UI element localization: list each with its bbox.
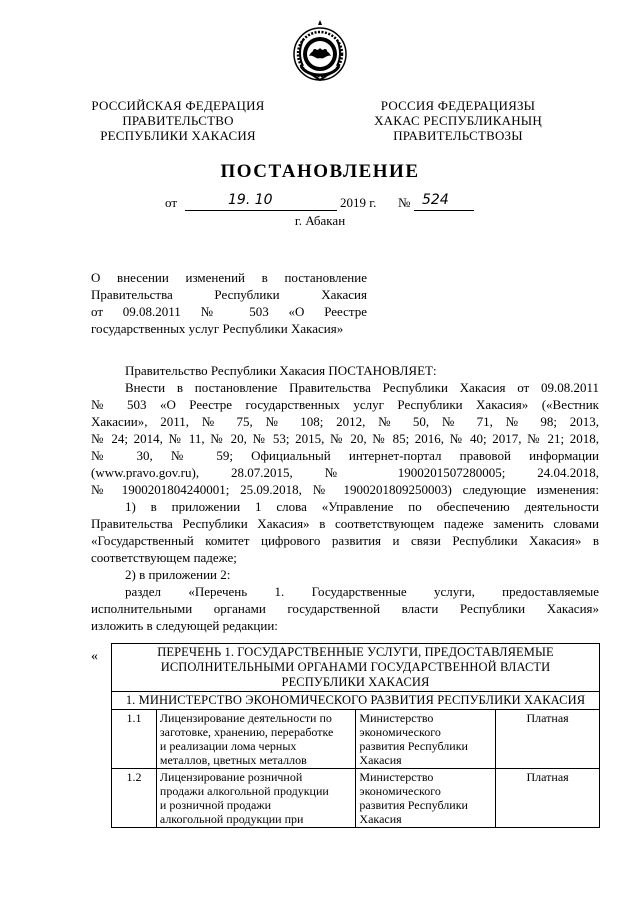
table-heading-line: РЕСПУБЛИКИ ХАКАСИЯ [281,675,430,689]
date-underline [185,210,337,211]
service-line: Лицензирование розничной [159,770,303,784]
agency-line: развития Республики [359,798,468,812]
subject-block [91,269,367,337]
body-line: № 503 «О Реестре государственных услуг Республики Хакасия» («Вестник [91,397,599,412]
service-line: продажи алкогольной продукции [159,784,329,798]
table-heading-row [112,644,600,692]
body-line: № 1900201804240001; 25.09.2018, № 1900201809250003) следующие изменения: [91,482,599,497]
service-line: алкогольной продукции при [159,812,304,826]
body-line: Хакасии», 2011, № 75, № 108; 2012, № 50, № 71, № 98; 2013, [91,414,599,429]
agency-line: Министерство [359,711,434,725]
agency-line: Хакасия [359,812,402,826]
number-sign: № [398,195,411,210]
agency-line: Министерство [359,770,434,784]
row-fee: Платная [496,769,600,828]
body-text [91,362,599,634]
body-line: (www.pravo.gov.ru), 28.07.2015, № 1900201507280005; 24.04.2018, [91,465,599,480]
body-line: Внести в постановление Правительства Республики Хакасия от 09.08.2011 [125,380,599,395]
header-left-line: ПРАВИТЕЛЬСТВО [122,113,234,128]
row-number: 1.2 [112,769,157,828]
subject-line: О внесении изменений в постановление [91,270,367,285]
body-line: соответствующем падеже; [91,550,237,565]
header-right [358,98,558,143]
date-prefix: от [165,195,178,210]
open-quote: « [91,649,98,664]
document-title: ПОСТАНОВЛЕНИЕ [220,161,420,182]
header-left-line: РЕСПУБЛИКИ ХАКАСИЯ [100,128,256,143]
row-service [156,769,356,828]
table-row [112,769,600,828]
body-line: Правительства Республики Хакасия» в соответствующем падеже заменить словами [91,516,599,531]
row-agency [356,769,496,828]
agency-line: экономического [359,725,441,739]
body-line: исполнительными органами государственной власти Республики Хакасия» [91,601,599,616]
services-table [111,643,600,828]
subject-line: Правительства Республики Хакасия [91,287,367,302]
header-left-line: РОССИЙСКАЯ ФЕДЕРАЦИЯ [91,98,265,113]
city: г. Абакан [294,213,346,228]
table-heading-line: ПЕРЕЧЕНЬ 1. ГОСУДАРСТВЕННЫЕ УСЛУГИ, ПРЕДОСТАВЛЯЕМЫЕ [157,645,554,659]
row-number: 1.1 [112,710,157,769]
body-line: № 30, № 59; Официальный интернет-портал правовой информации [91,448,599,463]
table-row [112,710,600,769]
date-handwritten: 19. 10 [228,192,273,208]
header-right-line: ПРАВИТЕЛЬСТВОЗЫ [393,128,523,143]
table-heading-line: ИСПОЛНИТЕЛЬНЫМИ ОРГАНАМИ ГОСУДАРСТВЕННОЙ ВЛАСТИ [160,660,551,674]
header-left [78,98,278,143]
table-section-row [112,692,600,710]
service-line: и реализации лома черных [159,739,297,753]
subject-line: от 09.08.2011 № 503 «О Реестре [91,304,367,319]
row-agency [356,710,496,769]
number-underline [414,210,474,211]
service-line: и розничной продажи [159,798,271,812]
header-right-line: ХАКАС РЕСПУБЛИКАНЫҢ [374,113,542,128]
row-fee: Платная [496,710,600,769]
agency-line: экономического [359,784,441,798]
table-heading [112,644,600,692]
body-line: изложить в следующей редакции: [91,618,278,633]
service-line: металлов, цветных металлов [159,753,307,767]
body-line: 2) в приложении 2: [125,567,231,582]
service-line: Лицензирование деятельности по [159,711,332,725]
body-line: «Государственный комитет цифрового развития и связи Республики Хакасия» в [91,533,599,548]
date-year: 2019 г. [340,195,377,210]
body-line: 1) в приложении 1 слова «Управление по обеспечению деятельности [125,499,599,514]
agency-line: развития Республики [359,739,468,753]
body-line: раздел «Перечень 1. Государственные услуги, предоставляемые [125,584,599,599]
body-line: Правительство Республики Хакасия ПОСТАНОВЛЯЕТ: [125,363,437,378]
service-line: заготовке, хранению, переработке [159,725,334,739]
coat-of-arms-emblem [291,18,349,82]
number-handwritten: 524 [422,192,449,208]
body-line: № 24; 2014, № 11, № 20, № 53; 2015, № 20, № 85; 2016, № 40; 2017, № 21; 2018, [91,431,599,446]
header-right-line: РОССИЯ ФЕДЕРАЦИЯЗЫ [380,98,536,113]
table-section: 1. МИНИСТЕРСТВО ЭКОНОМИЧЕСКОГО РАЗВИТИЯ РЕСПУБЛИКИ ХАКАСИЯ [112,692,600,710]
subject-line: государственных услуг Республики Хакасия» [91,321,344,336]
agency-line: Хакасия [359,753,402,767]
row-service [156,710,356,769]
